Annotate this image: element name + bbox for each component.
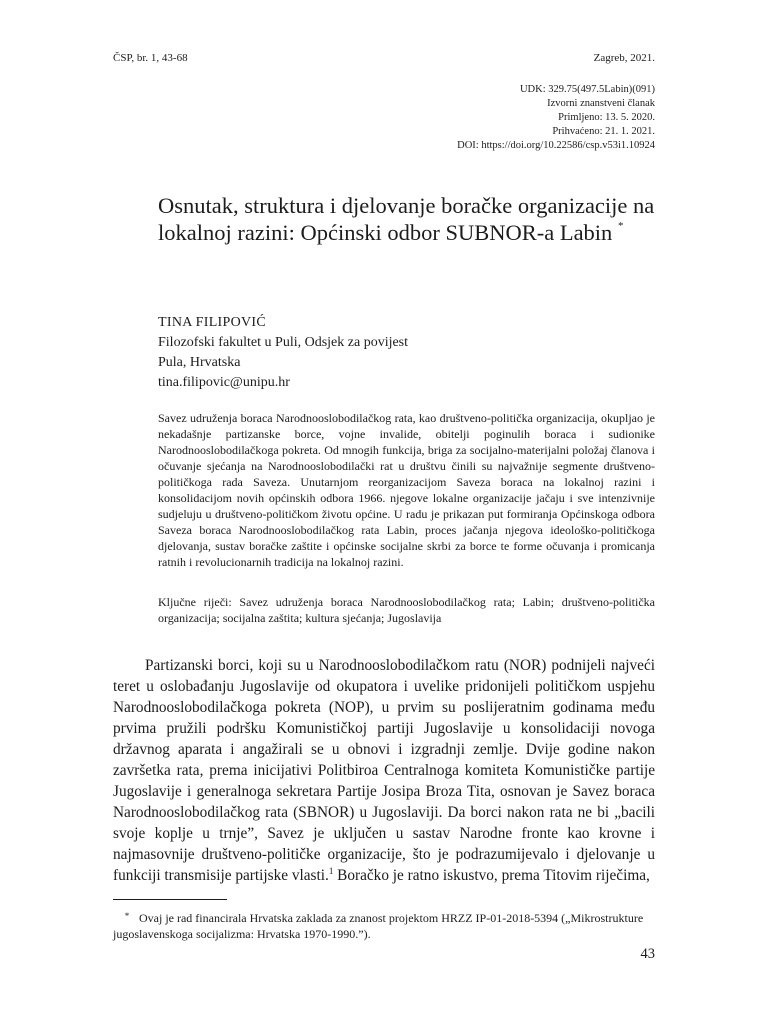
author-block	[158, 313, 408, 393]
author-email[interactable]: tina.filipovic@unipu.hr	[158, 375, 290, 390]
author-city: Pula, Hrvatska	[158, 355, 241, 370]
body-text: Partizanski borci, koji su u Narodnooslobodilačkom ratu (NOR) podnijeli najveći teret u oslobađanju Jugoslavije od okupatora i uvelike pridonijeli političkom uspjehu Narodnooslobodilačkoga pokreta (NOP), u prvim su poslijeratnim godinama među prvima pružili podršku Komunističkoj partiji Jugoslavije u konsolidaciji novoga državnog aparata i angažirali se u obnovi i izgradnji zemlje. Dvije godine nakon završetka rata, prema inicijativi Politbiroa Centralnoga komiteta Komunističke partije Jugoslavije i generalnoga sekretara Partije Josipa Broza Tita, osnovan je Savez boraca Narodnooslobodilačkog rata (SBNOR) u Jugoslaviji. Da borci nakon rata ne bi „bacili svoje koplje u trnje”, Savez je uključen u sastav Narodne fronte kao krovne i najmasovnije društveno-političke organizacije, što je podrazumijevalo i djelovanje u funkciji transmisije partijske vlasti.	[113, 657, 655, 884]
footnote-mark: *	[124, 911, 130, 921]
footnote-text: Ovaj je rad financirala Hrvatska zaklada za znanost projektom HRZZ IP-01-2018-5394 („Mikrostrukture jugoslavenskoga socijalizma: Hrvatska 1970-1990.”).	[113, 911, 644, 941]
received-date: Primljeno: 13. 5. 2020.	[558, 112, 655, 123]
author-affiliation: Filozofski fakultet u Puli, Odsjek za povijest	[158, 335, 409, 350]
footnote-divider	[113, 899, 227, 900]
page-number: 43	[640, 946, 655, 962]
title-text: Osnutak, struktura i djelovanje boračke organizacije na lokalnoj razini: Općinski odbor SUBNOR-a Labin	[158, 193, 655, 245]
title-footnote-mark[interactable]: *	[617, 220, 624, 232]
article-metadata	[457, 83, 655, 153]
place-year: Zagreb, 2021.	[593, 52, 655, 64]
footnote-ref-1[interactable]: 1	[328, 866, 334, 876]
body-paragraph	[113, 655, 655, 886]
abstract: Savez udruženja boraca Narodnooslobodilačkog rata, kao društveno-politička organizacija, okupljao je nekadašnje partizanske borce, vojne invalide, obitelji poginulih boraca i sudionike Narodnooslobodilačkoga pokreta. Od mnogih funkcija, briga za socijalno-materijalni položaj članova i očuvanje sjećanja na Narodnooslobodilački rat u društvu činili su najvažnije segmente društveno-političkoga rada Saveza. Unutarnjom reorganizacijom Saveza boraca na lokalnoj razini i konsolidacijom novih općinskih odbora 1966. njegove lokalne organizacije jačaju i sve intenzivnije sudjeluju u društveno-političkom životu općine. U radu je prikazan put formiranja Općinskoga odbora Saveza boraca Narodnooslobodilačkog rata Labin, proces jačanja njegova ideološko-političkoga djelovanja, sustav boračke zaštite i općinske socijalne skrbi za borce te forme očuvanja i promicanja ratnih i revolucionarnih tradicija na lokalnoj razini.	[158, 411, 655, 569]
accepted-date: Prihvaćeno: 21. 1. 2021.	[552, 126, 655, 137]
journal-citation: ČSP, br. 1, 43-68	[113, 52, 188, 64]
doi-link[interactable]: DOI: https://doi.org/10.22586/csp.v53i1.10924	[457, 140, 655, 151]
author-name: TINA FILIPOVIĆ	[158, 315, 267, 330]
article-title	[158, 192, 678, 246]
body-text-tail: Boračko je ratno iskustvo, prema Titovim riječima,	[333, 867, 650, 884]
keywords: Ključne riječi: Savez udruženja boraca Narodnooslobodilačkog rata; Labin; društveno-politička organizacija; socijalna zaštita; kultura sjećanja; Jugoslavija	[158, 595, 655, 625]
article-type: Izvorni znanstveni članak	[547, 98, 655, 109]
udk-code: UDK: 329.75(497.5Labin)(091)	[519, 84, 655, 95]
footnote	[113, 908, 655, 942]
